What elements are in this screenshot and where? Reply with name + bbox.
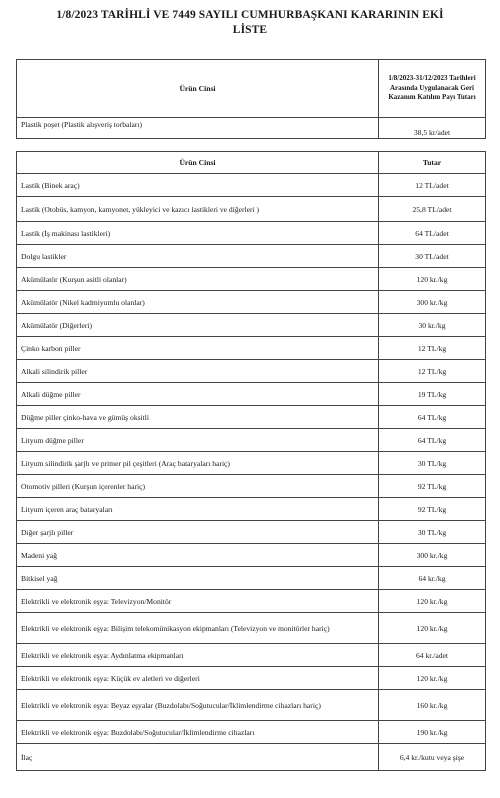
product-cell: Madeni yağ bbox=[17, 544, 379, 567]
table-row bbox=[17, 314, 486, 337]
amount-cell: 92 TL/kg bbox=[379, 498, 486, 521]
amount-cell: 64 TL/kg bbox=[379, 429, 486, 452]
amount-cell: 300 kr./kg bbox=[379, 291, 486, 314]
table-header-row bbox=[17, 152, 486, 174]
table-row bbox=[17, 245, 486, 268]
product-cell: Lityum silindirik şarjlı ve primer pil çeşitleri (Araç bataryaları hariç) bbox=[17, 452, 379, 475]
table-row bbox=[17, 521, 486, 544]
product-cell: Akümülatör (Kurşun asitli olanlar) bbox=[17, 268, 379, 291]
fee-table bbox=[16, 151, 486, 771]
table-row bbox=[17, 118, 486, 139]
amount-cell: 120 kr./kg bbox=[379, 590, 486, 613]
product-cell: Elektrikli ve elektronik eşya: Beyaz eşyalar (Buzdolabı/Soğutucular/İklimlendirme cihazları hariç) bbox=[17, 690, 379, 721]
table-row bbox=[17, 721, 486, 744]
table-row bbox=[17, 475, 486, 498]
table-row bbox=[17, 613, 486, 644]
amount-cell: 64 TL/kg bbox=[379, 406, 486, 429]
amount-cell: 30 TL/kg bbox=[379, 452, 486, 475]
product-cell: Lityum içeren araç bataryaları bbox=[17, 498, 379, 521]
amount-cell: 92 TL/kg bbox=[379, 475, 486, 498]
plastic-bag-table bbox=[16, 59, 486, 139]
product-cell: Elektrikli ve elektronik eşya: Televizyon/Monitör bbox=[17, 590, 379, 613]
fee-table-body bbox=[17, 174, 486, 771]
product-cell: Lityum düğme piller bbox=[17, 429, 379, 452]
product-cell: Elektrikli ve elektronik eşya: Bilişim telekomünikasyon ekipmanları (Televizyon ve monitörler hariç) bbox=[17, 613, 379, 644]
amount-cell: 30 kr./kg bbox=[379, 314, 486, 337]
table-row bbox=[17, 429, 486, 452]
product-cell: Akümülatör (Diğerleri) bbox=[17, 314, 379, 337]
product-cell: Diğer şarjlı piller bbox=[17, 521, 379, 544]
table-row bbox=[17, 383, 486, 406]
product-cell: Bitkisel yağ bbox=[17, 567, 379, 590]
product-cell: Elektrikli ve elektronik eşya: Küçük ev aletleri ve diğerleri bbox=[17, 667, 379, 690]
table-row bbox=[17, 590, 486, 613]
product-cell: Çinko karbon piller bbox=[17, 337, 379, 360]
product-cell: Akümülatör (Nikel kadmiyumlu olanlar) bbox=[17, 291, 379, 314]
amount-cell: 19 TL/kg bbox=[379, 383, 486, 406]
amount-cell: 12 TL/kg bbox=[379, 360, 486, 383]
product-cell: Lastik (Binek araç) bbox=[17, 174, 379, 197]
amount-cell: 30 TL/kg bbox=[379, 521, 486, 544]
amount-cell: 12 TL/adet bbox=[379, 174, 486, 197]
product-cell: Alkali düğme piller bbox=[17, 383, 379, 406]
document-title-line2: LİSTE bbox=[232, 24, 268, 36]
product-cell: Elektrikli ve elektronik eşya: Aydınlatma ekipmanları bbox=[17, 644, 379, 667]
table-row bbox=[17, 667, 486, 690]
amount-cell: 190 kr./kg bbox=[379, 721, 486, 744]
table-row bbox=[17, 360, 486, 383]
table-row bbox=[17, 744, 486, 771]
column-header-amount: Tutar bbox=[379, 152, 486, 174]
table-row bbox=[17, 174, 486, 197]
product-cell: Elektrikli ve elektronik eşya: Buzdolabı/Soğutucular/İklimlendirme cihazları bbox=[17, 721, 379, 744]
amount-cell: 120 kr./kg bbox=[379, 268, 486, 291]
amount-cell: 6,4 kr./kutu veya şişe bbox=[379, 744, 486, 771]
column-header-product: Ürün Cinsi bbox=[17, 60, 379, 118]
table-row bbox=[17, 567, 486, 590]
table-row bbox=[17, 268, 486, 291]
product-cell: İlaç bbox=[17, 744, 379, 771]
table-header-row bbox=[17, 60, 486, 118]
table-row bbox=[17, 197, 486, 222]
amount-cell: 25,8 TL/adet bbox=[379, 197, 486, 222]
product-cell: Düğme piller çinko-hava ve gümüş oksitli bbox=[17, 406, 379, 429]
amount-cell: 64 kr./adet bbox=[379, 644, 486, 667]
amount-cell: 64 TL/adet bbox=[379, 222, 486, 245]
product-cell: Otomotiv pilleri (Kurşun içerenler hariç) bbox=[17, 475, 379, 498]
table-row bbox=[17, 544, 486, 567]
table-row bbox=[17, 452, 486, 475]
document-title bbox=[0, 8, 500, 38]
amount-cell: 160 kr./kg bbox=[379, 690, 486, 721]
amount-cell: 120 kr./kg bbox=[379, 613, 486, 644]
amount-cell: 30 TL/adet bbox=[379, 245, 486, 268]
table-row bbox=[17, 498, 486, 521]
table-row bbox=[17, 337, 486, 360]
amount-cell: 300 kr./kg bbox=[379, 544, 486, 567]
product-cell: Plastik poşet (Plastik alışveriş torbaları) bbox=[17, 118, 379, 139]
amount-cell: 12 TL/kg bbox=[379, 337, 486, 360]
table-row bbox=[17, 644, 486, 667]
table-row bbox=[17, 222, 486, 245]
amount-cell: 38,5 kr/adet bbox=[379, 118, 486, 139]
amount-cell: 120 kr./kg bbox=[379, 667, 486, 690]
product-cell: Alkali silindirik piller bbox=[17, 360, 379, 383]
column-header-amount: 1/8/2023-31/12/2023 Tarihleri Arasında Uygulanacak Geri Kazanım Katılım Payı Tutarı bbox=[379, 60, 486, 118]
document-title-line1: 1/8/2023 TARİHLİ VE 7449 SAYILI CUMHURBAŞKANI KARARININ EKİ bbox=[56, 9, 444, 21]
table-row bbox=[17, 291, 486, 314]
product-cell: Lastik (Otobüs, kamyon, kamyonet, yükleyici ve kazıcı lastikleri ve diğerleri ) bbox=[17, 197, 379, 222]
table-row bbox=[17, 406, 486, 429]
column-header-product: Ürün Cinsi bbox=[17, 152, 379, 174]
amount-cell: 64 kr./kg bbox=[379, 567, 486, 590]
product-cell: Dolgu lastikler bbox=[17, 245, 379, 268]
product-cell: Lastik (İş makinası lastikleri) bbox=[17, 222, 379, 245]
table-row bbox=[17, 690, 486, 721]
